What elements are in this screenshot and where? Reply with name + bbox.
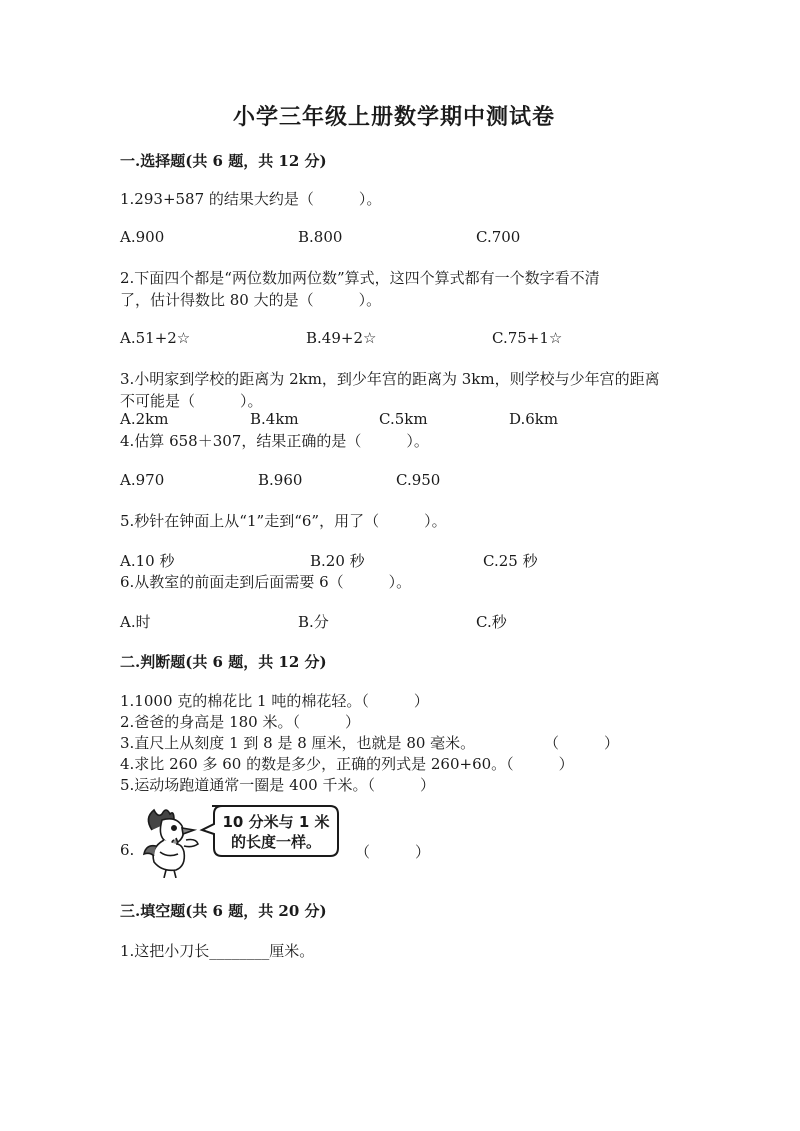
s1-q3-option-b: B.4km <box>250 410 299 428</box>
s1-q5-text: 5.秒针在钟面上从“1”走到“6”，用了（ ）。 <box>120 512 447 530</box>
section1-heading: 一.选择题(共 6 题，共 12 分) <box>120 152 327 170</box>
s1-q6-option-c: C.秒 <box>476 613 507 631</box>
rooster-illustration <box>140 800 340 878</box>
s1-q4-option-a: A.970 <box>120 471 165 489</box>
s2-item-3-answer-paren: （ ） <box>544 734 620 752</box>
speech-text-line1: 10 分米与 1 米 <box>222 813 330 831</box>
s1-q5-option-a: A.10 秒 <box>120 552 175 570</box>
s1-q4-option-b: B.960 <box>258 471 303 489</box>
s1-q3-line1: 3.小明家到学校的距离为 2km，到少年宫的距离为 3km，则学校与少年宫的距离 <box>120 370 660 388</box>
s1-q3-line2: 不可能是（ ）。 <box>120 392 263 410</box>
s2-item-2: 2.爸爸的身高是 180 米。（ ） <box>120 713 360 731</box>
s2-item-6-answer-paren: （ ） <box>355 843 431 861</box>
s1-q1-text: 1.293+587 的结果大约是（ ）。 <box>120 190 382 208</box>
s2-item-6-label: 6. <box>120 841 135 859</box>
s1-q3-option-a: A.2km <box>120 410 169 428</box>
s2-item-4: 4.求比 260 多 60 的数是多少，正确的列式是 260+60。（ ） <box>120 755 574 773</box>
s1-q6-option-a: A.时 <box>120 613 151 631</box>
section2-heading: 二.判断题(共 6 题，共 12 分) <box>120 653 327 671</box>
s1-q1-option-c: C.700 <box>476 228 521 246</box>
section3-heading: 三.填空题(共 6 题，共 20 分) <box>120 902 327 920</box>
s2-item-3: 3.直尺上从刻度 1 到 8 是 8 厘米，也就是 80 毫米。 <box>120 734 476 752</box>
speech-text-line2: 的长度一样。 <box>230 833 322 851</box>
s1-q3-option-d: D.6km <box>509 410 559 428</box>
s1-q4-text: 4.估算 658＋307，结果正确的是（ ）。 <box>120 432 429 450</box>
s1-q3-option-c: C.5km <box>379 410 428 428</box>
s1-q4-option-c: C.950 <box>396 471 441 489</box>
rooster-icon <box>144 810 198 878</box>
s1-q6-option-b: B.分 <box>298 613 329 631</box>
s2-item-5: 5.运动场跑道通常一圈是 400 千米。（ ） <box>120 776 435 794</box>
s1-q2-option-b: B.49+2☆ <box>306 329 377 347</box>
s1-q6-text: 6.从教室的前面走到后面需要 6（ ）。 <box>120 573 412 591</box>
s1-q2-line1: 2.下面四个都是“两位数加两位数”算式，这四个算式都有一个数字看不清 <box>120 269 600 287</box>
page-title: 小学三年级上册数学期中测试卷 <box>233 104 556 130</box>
s1-q2-line2: 了，估计得数比 80 大的是（ ）。 <box>120 291 382 309</box>
s2-item-1: 1.1000 克的棉花比 1 吨的棉花轻。（ ） <box>120 692 429 710</box>
s1-q2-option-a: A.51+2☆ <box>120 329 191 347</box>
s1-q1-option-a: A.900 <box>120 228 165 246</box>
s1-q5-option-b: B.20 秒 <box>310 552 365 570</box>
s1-q5-option-c: C.25 秒 <box>483 552 538 570</box>
s1-q1-option-b: B.800 <box>298 228 343 246</box>
s1-q2-option-c: C.75+1☆ <box>492 329 563 347</box>
s3-q1-text: 1.这把小刀长________厘米。 <box>120 942 315 960</box>
